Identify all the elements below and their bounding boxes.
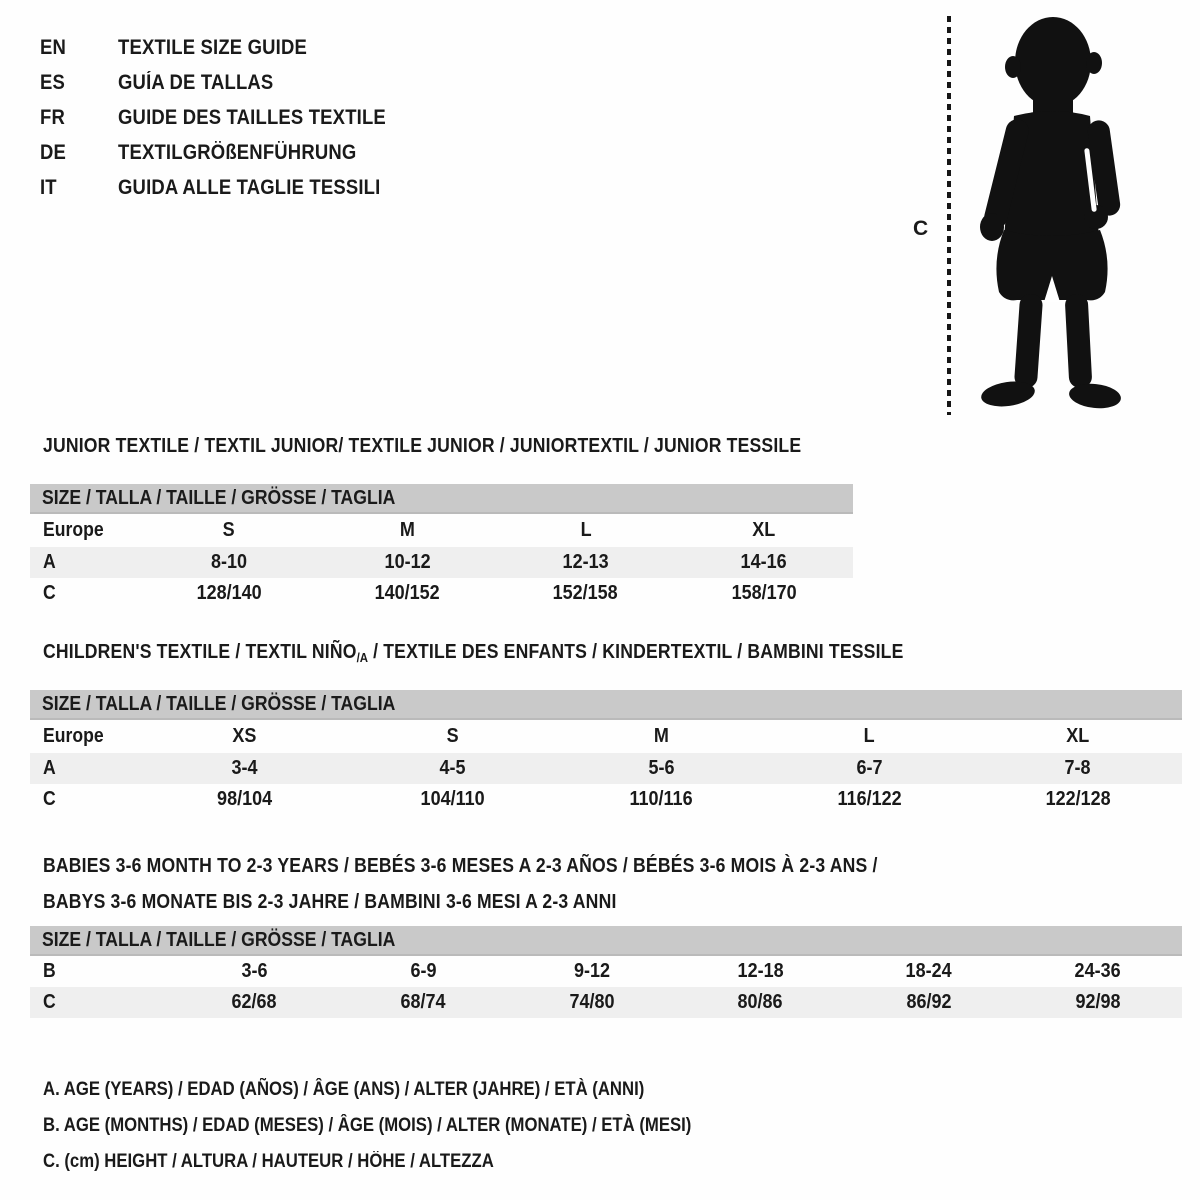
children-textile-section: [30, 640, 1182, 815]
row-label: B: [43, 960, 56, 982]
children-section-title: CHILDREN'S TEXTILE / TEXTIL $NIÑO_{/A}$ / TEXTILE DES ENFANTS / KINDERTEXTIL / BAMBINI TESSILE: [43, 641, 904, 665]
lang-code-de: DE: [40, 141, 67, 164]
junior-size-table: [30, 514, 853, 609]
children-size-header-bar: SIZE / TALLA / TAILLE / GRÖSSE / TAGLIA: [30, 690, 1182, 720]
months-cell: 3-6: [241, 960, 268, 982]
height-cell: 140/152: [374, 582, 440, 604]
junior-textile-section: [30, 434, 853, 609]
legend: [43, 1072, 780, 1180]
lang-code-es: ES: [40, 71, 66, 94]
size-cell: M: [399, 519, 415, 541]
height-cell: 80/86: [737, 991, 783, 1013]
row-label: A: [43, 551, 56, 573]
row-label: C: [43, 788, 56, 810]
figure-height-label: C: [913, 217, 929, 240]
table-row: [30, 987, 1182, 1018]
title-it: GUIDA ALLE TAGLIE TESSILI: [118, 176, 381, 199]
babies-section-title-line1: BABIES 3-6 MONTH TO 2-3 YEARS / BEBÉS 3-6 MESES A 2-3 AÑOS / BÉBÉS 3-6 MOIS À 2-3 ANS /: [43, 855, 878, 877]
months-cell: 18-24: [905, 960, 952, 982]
children-size-table: [30, 720, 1182, 815]
table-row: [30, 720, 1182, 753]
title-en: TEXTILE SIZE GUIDE: [118, 36, 308, 59]
row-label: C: [43, 582, 56, 604]
size-cell: S: [223, 519, 236, 541]
title-es: GUÍA DE TALLAS: [118, 71, 274, 94]
row-label: A: [43, 757, 56, 779]
row-label: C: [43, 991, 56, 1013]
height-cell: 104/110: [420, 788, 485, 810]
table-row: [30, 514, 853, 547]
height-cell: 122/128: [1045, 788, 1111, 810]
baby-silhouette-shapes: [980, 17, 1123, 411]
size-cell: M: [653, 725, 669, 747]
babies-section-title-line2: BABYS 3-6 MONATE BIS 2-3 JAHRE / BAMBINI 3-6 MESI A 2-3 ANNI: [43, 891, 617, 913]
age-cell: 5-6: [647, 757, 674, 779]
height-cell: 152/158: [553, 582, 619, 604]
months-cell: 6-9: [409, 960, 436, 982]
height-cell: 68/74: [400, 991, 446, 1013]
title-fr: GUIDE DES TAILLES TEXTILE: [118, 106, 386, 129]
age-cell: 8-10: [211, 551, 248, 573]
table-row: [30, 578, 853, 609]
table-row: [30, 784, 1182, 815]
baby-toddler-silhouette-icon: [955, 10, 1143, 414]
table-row: [30, 956, 1182, 987]
lang-code-it: IT: [40, 176, 57, 199]
size-cell: S: [446, 725, 459, 747]
height-cell: 98/104: [216, 788, 272, 810]
months-cell: 24-36: [1074, 960, 1121, 982]
babies-size-header-bar: SIZE / TALLA / TAILLE / GRÖSSE / TAGLIA: [30, 926, 1182, 956]
age-cell: 7-8: [1064, 757, 1091, 779]
babies-size-table: [30, 956, 1182, 1018]
height-cell: 62/68: [231, 991, 277, 1013]
table-row: [30, 547, 853, 578]
title-de: TEXTILGRÖßENFÜHRUNG: [118, 141, 357, 164]
height-cell: 116/122: [837, 788, 902, 810]
size-cell: XL: [1066, 725, 1090, 747]
junior-size-header-bar: SIZE / TALLA / TAILLE / GRÖSSE / TAGLIA: [30, 484, 853, 514]
row-label: Europe: [43, 725, 104, 747]
height-cell: 86/92: [906, 991, 952, 1013]
lang-code-fr: FR: [40, 106, 65, 129]
size-cell: XS: [232, 725, 257, 747]
lang-code-en: EN: [40, 36, 67, 59]
height-cell: 74/80: [569, 991, 615, 1013]
height-cell: 110/116: [629, 788, 693, 810]
height-cell: 158/170: [731, 582, 797, 604]
age-cell: 10-12: [384, 551, 431, 573]
height-cell: 128/140: [196, 582, 262, 604]
age-cell: 3-4: [231, 757, 258, 779]
language-header: [40, 30, 422, 205]
legend-line-c: C. (cm) HEIGHT / ALTURA / HAUTEUR / HÖHE / ALTEZZA: [43, 1151, 494, 1172]
months-cell: 9-12: [573, 960, 610, 982]
row-label: Europe: [43, 519, 104, 541]
legend-line-b: B. AGE (MONTHS) / EDAD (MESES) / ÂGE (MOIS) / ALTER (MONATE) / ETÀ (MESI): [43, 1115, 692, 1136]
junior-section-title: JUNIOR TEXTILE / TEXTIL JUNIOR/ TEXTILE JUNIOR / JUNIORTEXTIL / JUNIOR TESSILE: [43, 435, 802, 457]
table-row: [30, 753, 1182, 784]
age-cell: 4-5: [439, 757, 466, 779]
age-cell: 6-7: [856, 757, 883, 779]
height-dashed-line: [947, 16, 951, 415]
months-cell: 12-18: [737, 960, 784, 982]
title-subscript: /A: [356, 650, 369, 665]
size-cell: L: [580, 519, 592, 541]
legend-line-a: A. AGE (YEARS) / EDAD (AÑOS) / ÂGE (ANS) / ALTER (JAHRE) / ETÀ (ANNI): [43, 1079, 645, 1100]
babies-textile-section: [30, 848, 1182, 1018]
age-cell: 12-13: [562, 551, 609, 573]
size-cell: L: [863, 725, 875, 747]
size-cell: XL: [752, 519, 776, 541]
age-cell: 14-16: [740, 551, 787, 573]
height-cell: 92/98: [1075, 991, 1121, 1013]
